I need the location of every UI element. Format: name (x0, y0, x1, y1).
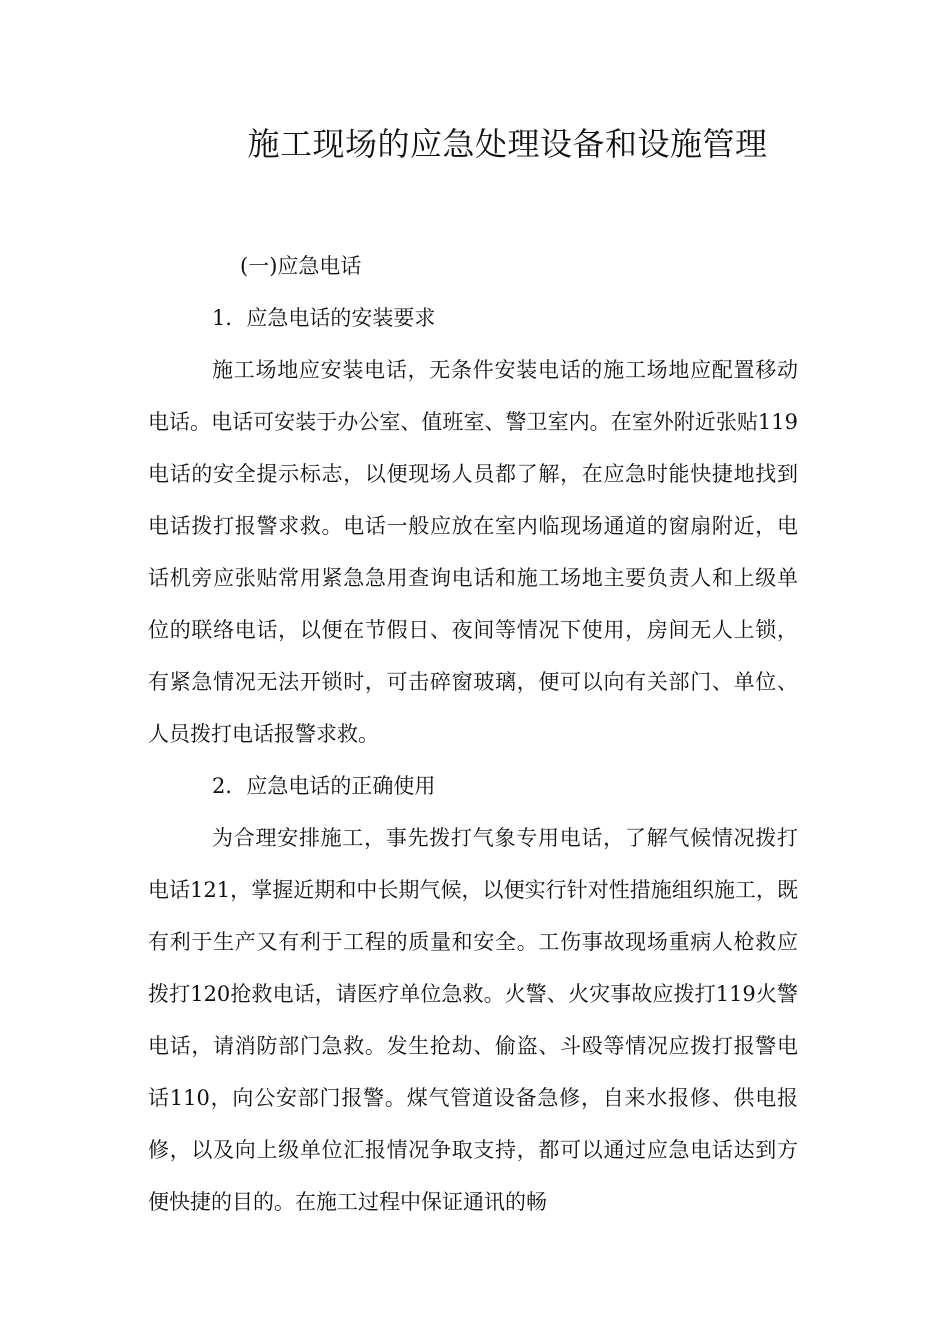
subsection-heading-installation: 1．应急电话的安装要求 (212, 306, 436, 330)
paragraph-installation: 施工场地应安装电话，无条件安装电话的施工场地应配置移动电话。电话可安装于办公室、值班室、警卫室内。在室外附近张贴119电话的安全提示标志，以便现场人员都了解，在应急时能快捷地找到电话拨打报警求救。电话一般应放在室内临现场通道的窗扇附近，电话机旁应张贴常用紧急急用查询电话和施工场地主要负责人和上级单位的联络电话，以便在节假日、夜间等情况下使用，房间无人上锁，有紧急情况无法开锁时，可击碎窗玻璃，便可以向有关部门、单位、人员拨打电话报警求救。 (148, 358, 798, 746)
document-title: 施工现场的应急处理设备和设施管理 (247, 125, 768, 163)
section-heading: (一)应急电话 (240, 254, 362, 278)
document-body (148, 240, 798, 1228)
subsection-heading-usage: 2．应急电话的正确使用 (212, 774, 436, 798)
paragraph-usage: 为合理安排施工，事先拨打气象专用电话，了解气候情况拨打电话121，掌握近期和中长期气候，以便实行针对性措施组织施工，既有利于生产又有利于工程的质量和安全。工伤事故现场重病人枪救应拨打120抢救电话，请医疗单位急救。火警、火灾事故应拨打119火警电话，请消防部门急救。发生抢劫、偷盗、斗殴等情况应拨打报警电话110，向公安部门报警。煤气管道设备急修，自来水报修、供电报修，以及向上级单位汇报情况争取支持，都可以通过应急电话达到方便快捷的目的。在施工过程中保证通讯的畅 (148, 826, 798, 1214)
